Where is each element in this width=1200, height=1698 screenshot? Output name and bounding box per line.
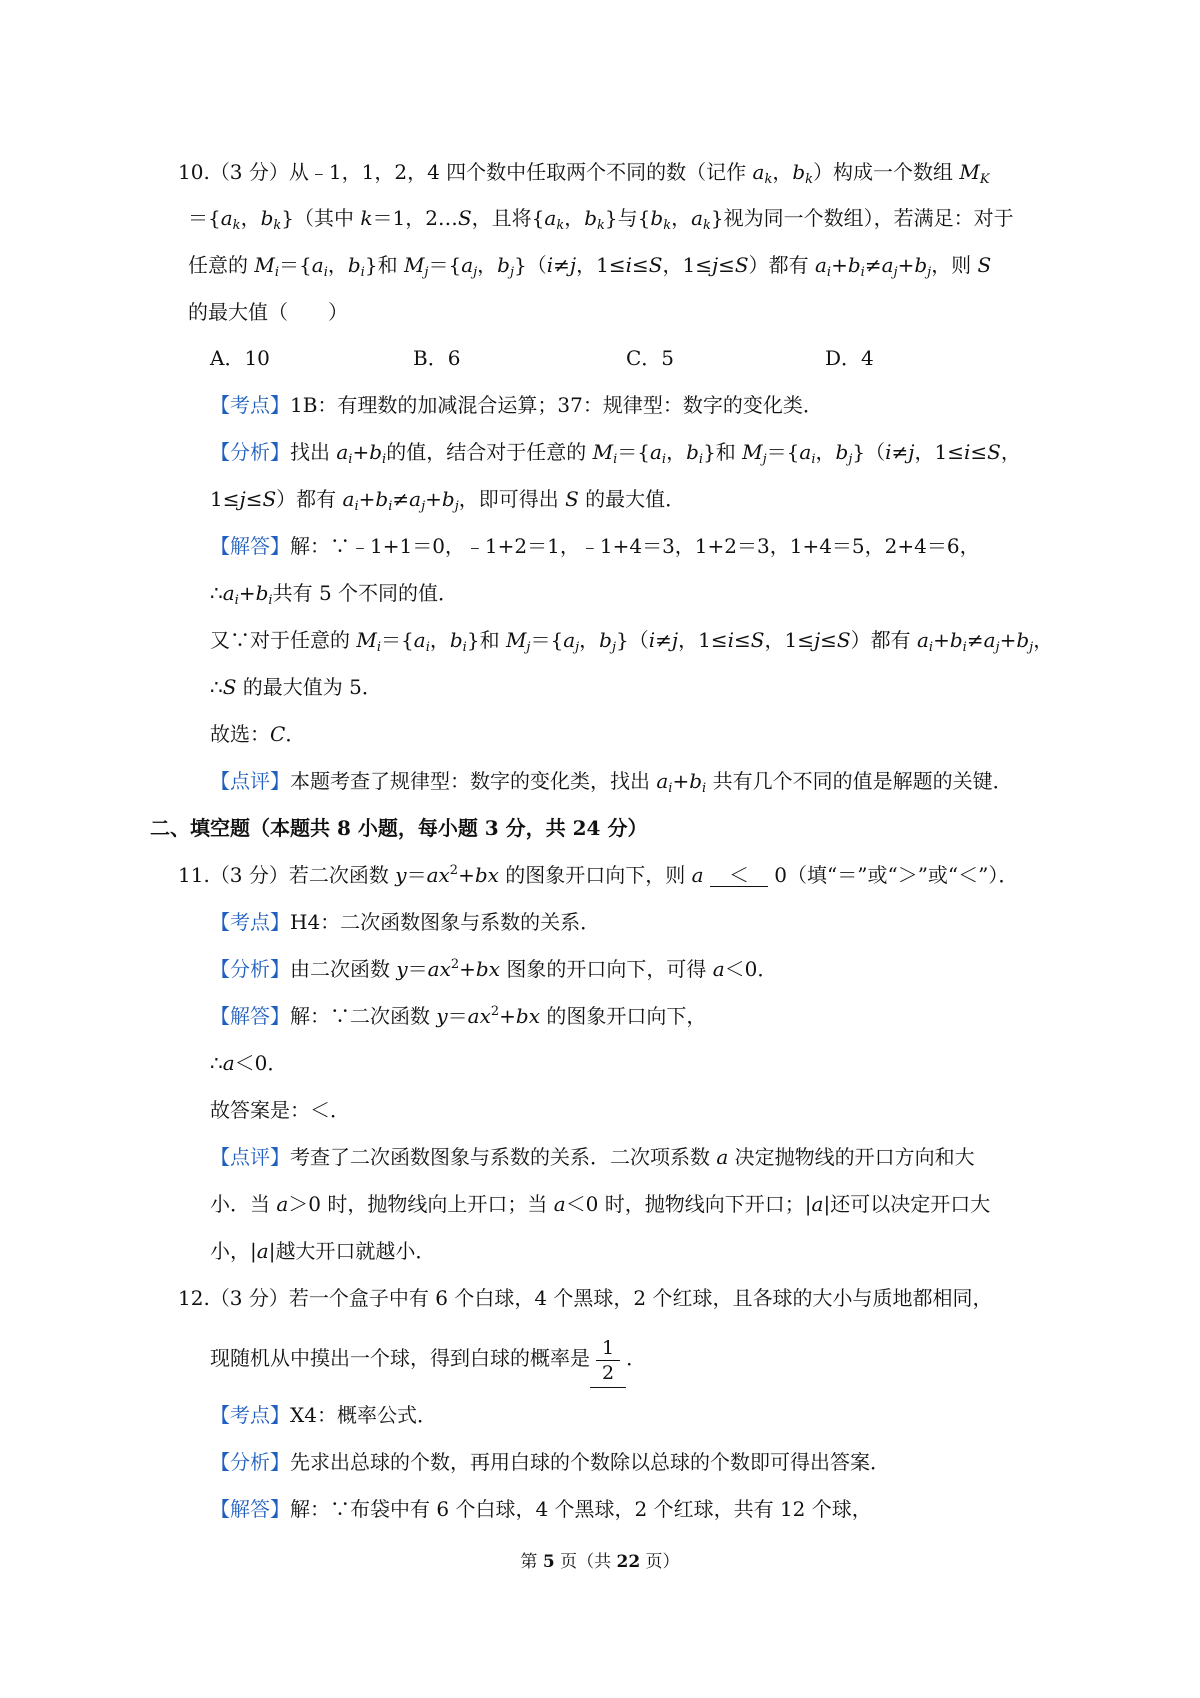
q10-kaodian: 【考点】1B：有理数的加减混合运算；37：规律型：数字的变化类． [210,393,823,417]
fenxi-tag: 【分析】 [210,440,290,464]
jieda-tag: 【解答】 [210,534,290,558]
q10-fenxi-line-2: 1≤j≤S）都有 $a_i+b_i\ne a_j+b_j$，即可得出 S 的最大值． [210,487,686,514]
q10-line-4: 的最大值（ ） [188,300,348,324]
q12-fenxi: 【分析】先求出总球的个数，再用白球的个数除以总球的个数即可得出答案． [210,1450,890,1474]
jieda-tag: 【解答】 [210,1004,290,1028]
current-page-number: 5 [542,1552,555,1572]
q10-jieda-line-5: 故选：C． [210,722,306,746]
q10-number: 10. [178,160,210,184]
q12-kaodian: 【考点】X4：概率公式． [210,1403,437,1427]
q10-line-2: $=\{a_k$，$b_k$}（其中 k＝1，2…S，且将{$a_k$，$b_k$}与{$b_k$，$a_k$}视为同一个数组），若满足：对于 [188,206,1014,233]
q12-score: （3 分） [209,1286,289,1310]
fenxi-tag: 【分析】 [210,1450,290,1474]
jieda-tag: 【解答】 [210,1497,290,1521]
q12-line-1: 12.（3 分）若一个盒子中有 6 个白球，4 个黑球，2 个红球，且各球的大小与质地都相同， [178,1286,993,1310]
q12-number: 12. [178,1286,210,1310]
q10-line-1: 10.（3 分）从﹣1，1，2，4 四个数中任取两个不同的数（记作 $a_k$，$b_k$）构成一个数组 $M_K$ [178,160,990,187]
dianping-tag: 【点评】 [210,1145,290,1169]
q10-jieda-line-3: 又∵对于任意的 $M_i=\{a_i$，$b_i$}和 $M_j=\{a_j$，$b_j\}(i\ne j$，1≤i≤S，1≤j≤S）都有 $a_i+b_i\ne a_j+b_j$， [210,628,1054,655]
q11-answer-blank[interactable]: ＜ [710,864,768,887]
section-2-title: 二、填空题（本题共 8 小题，每小题 3 分，共 24 分） [150,816,648,840]
q10-jieda-line-1: 【解答】解：∵﹣1+1＝0，﹣1+2＝1，﹣1+4＝3，1+2＝3，1+4＝5，2+4＝6， [210,534,980,558]
q12-answer-fraction: $\frac{1}{2}$ [596,1336,620,1385]
q10-fenxi-line-1: 【分析】找出 $a_i+b_i$的值，结合对于任意的 $M_i=\{a_i$，$b_i$}和 $M_j=\{a_i$，$b_j\}(i\ne j$，1≤i≤S， [210,440,1021,467]
q11-dianping-line-2: 小．当 a＞0 时，抛物线向上开口；当 a＜0 时，抛物线向下开口；|a|还可以决定开口大 [210,1192,991,1216]
q10-option-d[interactable]: D．4 [825,346,874,370]
q11-dianping-line-1: 【点评】考查了二次函数图象与系数的关系．二次项系数 a 决定抛物线的开口方向和大 [210,1145,975,1169]
q11-jieda-line-1: 【解答】解：∵二次函数 $y=ax^2+bx$ 的图象开口向下， [210,1004,707,1028]
q10-line-3: 任意的 $M_i=\{a_i$，$b_i$}和 $M_j=\{a_j$，$b_j\}(i\ne j$，1≤i≤S，1≤j≤S）都有 $a_i+b_i\ne a_j+b_j$，则 S [188,253,992,280]
q10-dianping: 【点评】本题考查了规律型：数字的变化类，找出 $a_i+b_i$ 共有几个不同的值是解题的关键． [210,769,1013,796]
q10-option-a[interactable]: A．10 [210,346,270,370]
q10-score: （3 分） [209,160,289,184]
q10-jieda-line-4: ∴S 的最大值为 5． [210,675,382,699]
q10-options [0,343,1200,373]
q11-jieda-line-3: 故答案是：＜． [210,1098,350,1122]
q11-fenxi: 【分析】由二次函数 $y=ax^2+bx$ 图象的开口向下，可得 a＜0． [210,957,778,981]
q12-jieda: 【解答】解：∵布袋中有 6 个白球，4 个黑球，2 个红球，共有 12 个球， [210,1497,872,1521]
q11-jieda-line-2: ∴a＜0． [210,1051,288,1075]
total-page-count: 22 [616,1552,641,1572]
q11-line-1: 11.（3 分）若二次函数 $y=ax^2+bx$ 的图象开口向下，则 a ＜ 0（填“＝”或“＞”或“＜”）． [178,863,1019,887]
q12-answer-blank[interactable] [590,1331,626,1388]
q11-score: （3 分） [209,863,289,887]
q10-option-b[interactable]: B．6 [413,346,461,370]
kaodian-tag: 【考点】 [210,910,290,934]
q11-dianping-line-3: 小，|a|越大开口就越小． [210,1239,436,1263]
fenxi-tag: 【分析】 [210,957,290,981]
q10-jieda-line-2: $\therefore a_i+b_i$共有 5 个不同的值． [210,581,459,608]
q11-number: 11. [178,863,210,887]
q10-option-c[interactable]: C．5 [626,346,675,370]
kaodian-tag: 【考点】 [210,1403,290,1427]
kaodian-tag: 【考点】 [210,393,290,417]
q12-line-2: 现随机从中摸出一个球，得到白球的概率是 $\frac{1}{2}$ ． [210,1330,646,1386]
page-footer: 第 5 页（共 22 页） [520,1552,680,1572]
dianping-tag: 【点评】 [210,769,290,793]
q11-kaodian: 【考点】H4：二次函数图象与系数的关系． [210,910,601,934]
